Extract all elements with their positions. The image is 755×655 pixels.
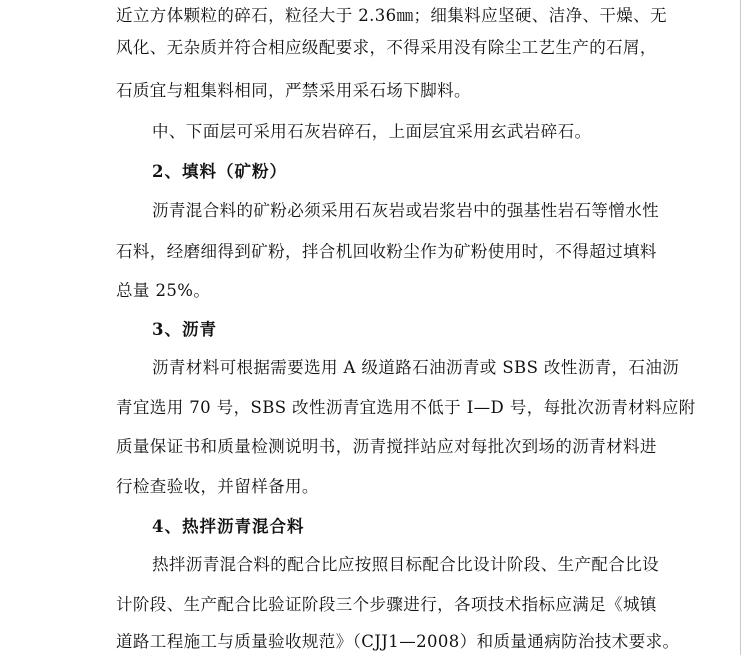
paragraph-line: 道路工程施工与质量验收规范》（CJJ1—2008）和质量通病防治技术要求。 bbox=[116, 632, 680, 651]
paragraph-line: 沥青混合料的矿粉必须采用石灰岩或岩浆岩中的强基性岩石等憎水性 bbox=[152, 201, 659, 220]
paragraph-line: 质量保证书和质量检测说明书，沥青搅拌站应对每批次到场的沥青材料进 bbox=[116, 437, 657, 456]
paragraph-line: 行检查验收，并留样备用。 bbox=[116, 477, 319, 496]
paragraph-line: 石质宜与粗集料相同，严禁采用采石场下脚料。 bbox=[116, 81, 471, 100]
paragraph-line: 沥青材料可根据需要选用 A 级道路石油沥青或 SBS 改性沥青，石油沥 bbox=[152, 358, 680, 377]
paragraph-line: 石料，经磨细得到矿粉，拌合机回收粉尘作为矿粉使用时，不得超过填料 bbox=[116, 242, 657, 261]
paragraph-line: 热拌沥青混合料的配合比应按照目标配合比设计阶段、生产配合比设 bbox=[152, 555, 659, 574]
section-heading-filler: 2、填料（矿粉） bbox=[152, 162, 287, 181]
paragraph-line: 风化、无杂质并符合相应级配要求，不得采用没有除尘工艺生产的石屑， bbox=[116, 38, 657, 57]
paragraph-line: 青宜选用 70 号，SBS 改性沥青宜选用不低于 I—D 号，每批次沥青材料应附 bbox=[116, 398, 696, 417]
section-heading-asphalt: 3、沥青 bbox=[152, 320, 217, 339]
paragraph-line: 计阶段、生产配合比验证阶段三个步骤进行，各项技术指标应满足《城镇 bbox=[116, 595, 657, 614]
section-heading-hot-mix: 4、热拌沥青混合料 bbox=[152, 517, 305, 536]
paragraph-line: 中、下面层可采用石灰岩碎石，上面层宜采用玄武岩碎石。 bbox=[152, 122, 592, 141]
paragraph-line: 近立方体颗粒的碎石，粒径大于 2.36㎜；细集料应坚硬、洁净、干燥、无 bbox=[116, 6, 667, 25]
paragraph-line: 总量 25%。 bbox=[116, 281, 211, 300]
